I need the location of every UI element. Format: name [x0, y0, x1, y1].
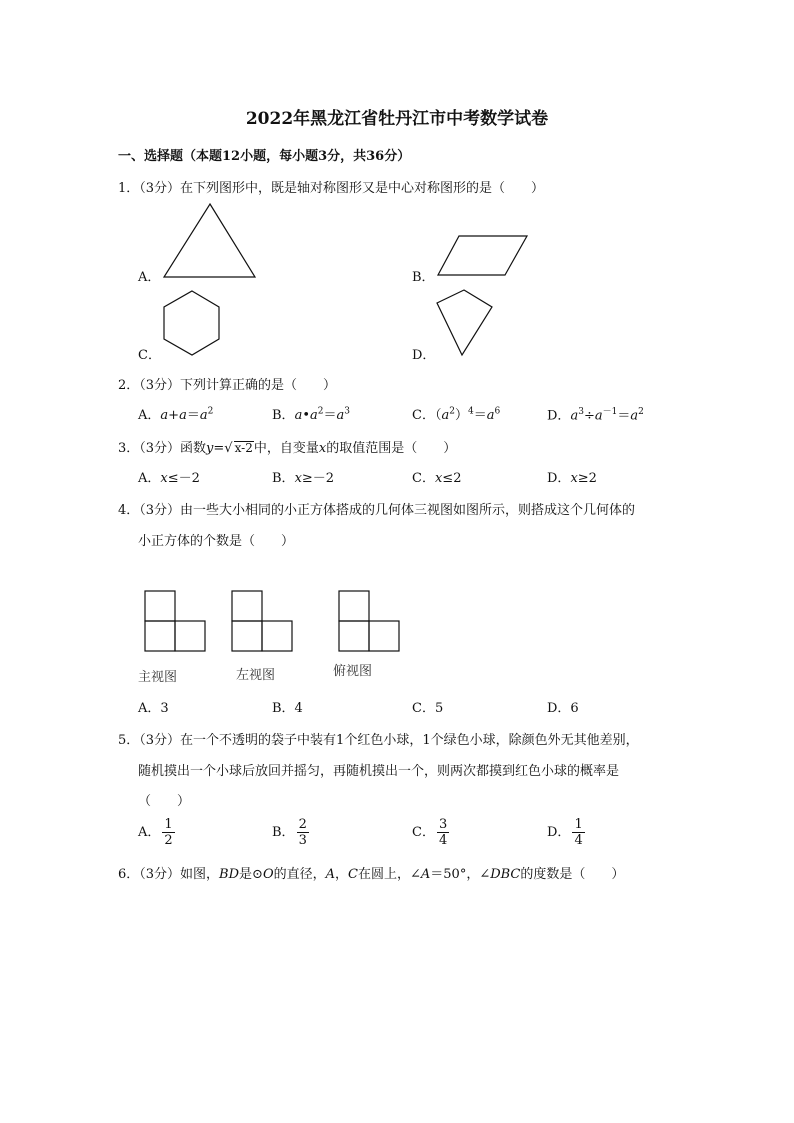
q3-option-a: A．x≤－2: [138, 471, 200, 486]
q2-option-d: D．$a^3\div a^{-1}=a^2$: [547, 407, 644, 424]
q3-option-b: B．x≥－2: [272, 471, 335, 486]
left-view-label: 左视图: [236, 668, 276, 683]
question-5-stem-line1: 5．（3分）在一个不透明的袋子中装有1个红色小球，1个绿色小球，除颜色外无其他差别，: [118, 733, 639, 748]
q2-option-a-label: A．: [138, 408, 161, 423]
q5-option-d: D． $\frac{1}{4}$: [547, 817, 583, 848]
q2-option-d-label: D．: [547, 408, 571, 424]
question-6-stem: 6．（3分）如图，BD是⊙O的直径，A，C在圆上，∠A＝50°，∠DBC的度数是（ ）: [118, 867, 625, 882]
q1-option-a-label: A．: [138, 270, 161, 285]
parallelogram-icon: [437, 235, 529, 276]
fraction: $\frac{3}{4}$: [438, 817, 448, 848]
top-view-label: 俯视图: [333, 664, 373, 679]
question-4-stem-line1: 4．（3分）由一些大小相同的小正方体搭成的几何体三视图如图所示，则搭成这个几何体的: [118, 503, 636, 518]
page-title: 2022年黑龙江省牡丹江市中考数学试卷: [245, 109, 549, 129]
q3-option-d: D．x≥2: [547, 471, 597, 486]
q2-option-b: B．$a•a^2=a^3$: [272, 406, 351, 423]
question-5-stem-line3: （ ）: [138, 794, 191, 809]
q4-option-a: A．3: [138, 701, 169, 716]
fraction: $\frac{1}{2}$: [164, 817, 173, 848]
q4-option-c: C．5: [412, 701, 444, 716]
fraction: $\frac{1}{4}$: [574, 817, 583, 848]
q5-option-c: C． $\frac{3}{4}$: [412, 817, 448, 848]
question-3-stem: 3．（3分）函数y=√ x-2中，自变量x的取值范围是（ ）: [118, 441, 457, 456]
front-view-icon: [144, 590, 206, 653]
q1-option-b-label: B．: [412, 270, 435, 285]
q2-option-b-label: B．: [272, 408, 295, 423]
hexagon-icon: [163, 290, 221, 356]
q2-option-a: A．$a+a=a^2$: [138, 406, 214, 423]
q4-option-d: D．6: [547, 701, 579, 716]
q5-option-b: B． $\frac{2}{3}$: [272, 817, 307, 848]
q5-option-a: A． $\frac{1}{2}$: [138, 817, 173, 848]
q2-option-c-label: C．: [412, 408, 435, 423]
front-view-label: 主视图: [138, 670, 178, 685]
kite-icon: [436, 289, 494, 357]
q3-option-c: C．x≤2: [412, 471, 462, 486]
question-1-stem: 1．（3分）在下列图形中，既是轴对称图形又是中心对称图形的是（ ）: [118, 181, 545, 196]
question-5-stem-line2: 随机摸出一个小球后放回并摇匀，再随机摸出一个，则两次都摸到红色小球的概率是: [138, 764, 620, 779]
left-view-icon: [231, 590, 293, 653]
section-heading: 一、选择题（本题12小题，每小题3分，共36分）: [118, 149, 411, 164]
fraction: $\frac{2}{3}$: [298, 817, 307, 848]
top-view-icon: [338, 590, 400, 653]
question-2-stem: 2．（3分）下列计算正确的是（ ）: [118, 378, 337, 393]
triangle-icon: [163, 203, 257, 278]
question-4-stem-line2: 小正方体的个数是（ ）: [138, 534, 295, 549]
q2-option-c: C．$(a^2)^4=a^6$: [412, 406, 501, 423]
q4-option-b: B．4: [272, 701, 303, 716]
q1-option-c-label: C．: [138, 348, 161, 363]
q1-option-d-label: D．: [412, 348, 436, 363]
